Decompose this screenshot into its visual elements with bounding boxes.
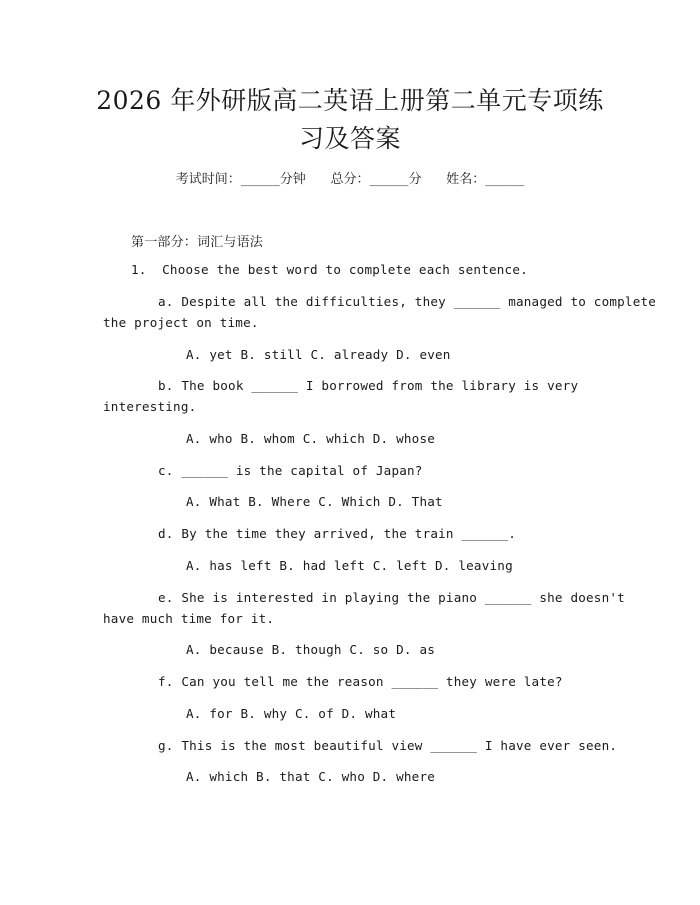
item-b-stem-line-2: interesting.	[103, 399, 197, 414]
exam-meta-line: 考试时间：______分钟 总分：______分 姓名：______	[175, 172, 525, 187]
item-b-stem-line-1: b. The book ______ I borrowed from the library is very	[158, 378, 579, 393]
item-g-stem-line-1: g. This is the most beautiful view ______ I have ever seen.	[158, 738, 618, 753]
item-f-stem-line-1: f. Can you tell me the reason ______ they were late?	[158, 674, 563, 689]
item-b-options: A. who B. whom C. which D. whose	[186, 431, 436, 446]
item-c-stem-line-1: c. ______ is the capital of Japan?	[158, 463, 423, 478]
item-a-stem-line-1: a. Despite all the difficulties, they ______ managed to complete	[158, 294, 657, 309]
document-title	[60, 82, 640, 158]
item-e-stem-line-1: e. She is interested in playing the piano ______ she doesn't	[158, 590, 625, 605]
section-title: 第一部分：词汇与语法	[131, 235, 264, 250]
item-d-stem-line-1: d. By the time they arrived, the train ______.	[158, 526, 516, 541]
title-line-2: 习及答案	[298, 124, 401, 153]
item-e-stem-line-2: have much time for it.	[103, 611, 275, 626]
item-e-options: A. because B. though C. so D. as	[186, 642, 436, 657]
item-f-options: A. for B. why C. of D. what	[186, 706, 397, 721]
question-1-prompt: 1. Choose the best word to complete each sentence.	[131, 262, 528, 277]
item-d-options: A. has left B. had left C. left D. leaving	[186, 558, 513, 573]
item-g-options: A. which B. that C. who D. where	[186, 769, 436, 784]
title-line-1: 2026 年外研版高二英语上册第二单元专项练	[96, 86, 604, 115]
item-a-options: A. yet B. still C. already D. even	[186, 347, 451, 362]
item-a-stem-line-2: the project on time.	[103, 315, 259, 330]
item-c-options: A. What B. Where C. Which D. That	[186, 494, 443, 509]
